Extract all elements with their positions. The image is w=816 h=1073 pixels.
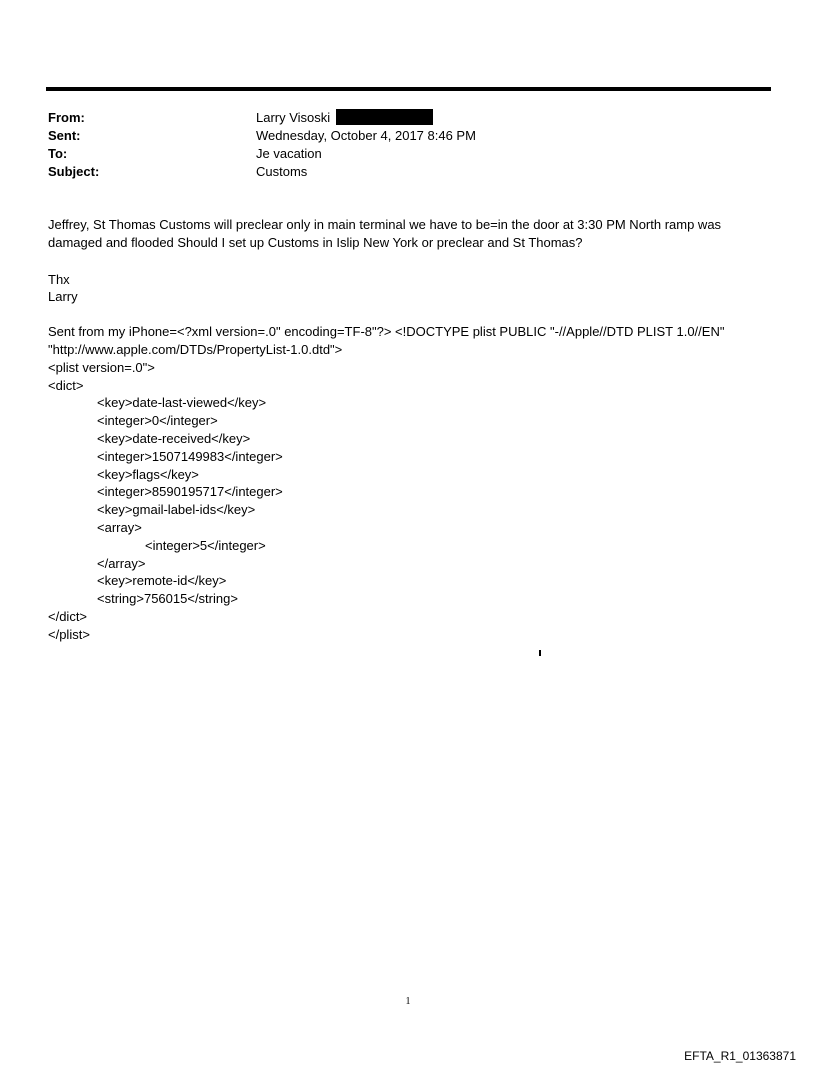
sent-value: Wednesday, October 4, 2017 8:46 PM [256, 128, 476, 143]
plist-line: <integer>5</integer> [145, 537, 266, 553]
from-label: From: [48, 110, 85, 125]
stray-mark [539, 650, 541, 656]
plist-line: <integer>0</integer> [97, 413, 218, 429]
plist-line: <string>756015</string> [97, 591, 238, 607]
signoff-thanks: Thx [48, 271, 70, 287]
plist-line: <array> [97, 519, 142, 535]
plist-line: </plist> [48, 626, 90, 642]
header-rule [46, 87, 771, 91]
email-body [48, 216, 768, 644]
plist-line: <integer>1507149983</integer> [97, 448, 283, 464]
plist-line: <dict> [48, 377, 84, 393]
plist-line: <key>remote-id</key> [97, 573, 227, 589]
sent-label: Sent: [48, 128, 81, 143]
plist-line: <key>date-received</key> [97, 430, 251, 446]
page-number: 1 [405, 996, 411, 1007]
plist-line: <key>flags</key> [97, 466, 199, 482]
redaction-box [336, 109, 433, 125]
subject-label: Subject: [48, 164, 100, 179]
message-paragraph: Jeffrey, St Thomas Customs will preclear only in main terminal we have to be=in the door at 3:30 PM North ramp was damaged and flooded Should I set up Customs in Islip New York or preclear and St Thomas? [48, 217, 722, 250]
to-value: Je vacation [256, 146, 322, 161]
plist-line: <key>gmail-label-ids</key> [97, 502, 256, 518]
subject-value: Customs [256, 164, 308, 179]
sent-from-line: Sent from my iPhone=<?xml version=.0" encoding=TF-8"?> <!DOCTYPE plist PUBLIC "-//Apple//DTD PLIST 1.0//EN" "http://www.apple.com/DTDs/PropertyList-1.0.dtd"> [48, 324, 725, 357]
plist-line: <plist version=.0"> [48, 359, 155, 375]
plist-line: <integer>8590195717</integer> [97, 484, 283, 500]
from-value [256, 109, 433, 127]
plist-line: </dict> [48, 608, 88, 624]
document-id: EFTA_R1_01363871 [684, 1049, 796, 1063]
to-label: To: [48, 146, 68, 161]
plist-line: <key>date-last-viewed</key> [97, 395, 267, 411]
from-name: Larry Visoski [256, 110, 331, 125]
signoff-name: Larry [48, 289, 78, 305]
plist-line: </array> [97, 555, 146, 571]
